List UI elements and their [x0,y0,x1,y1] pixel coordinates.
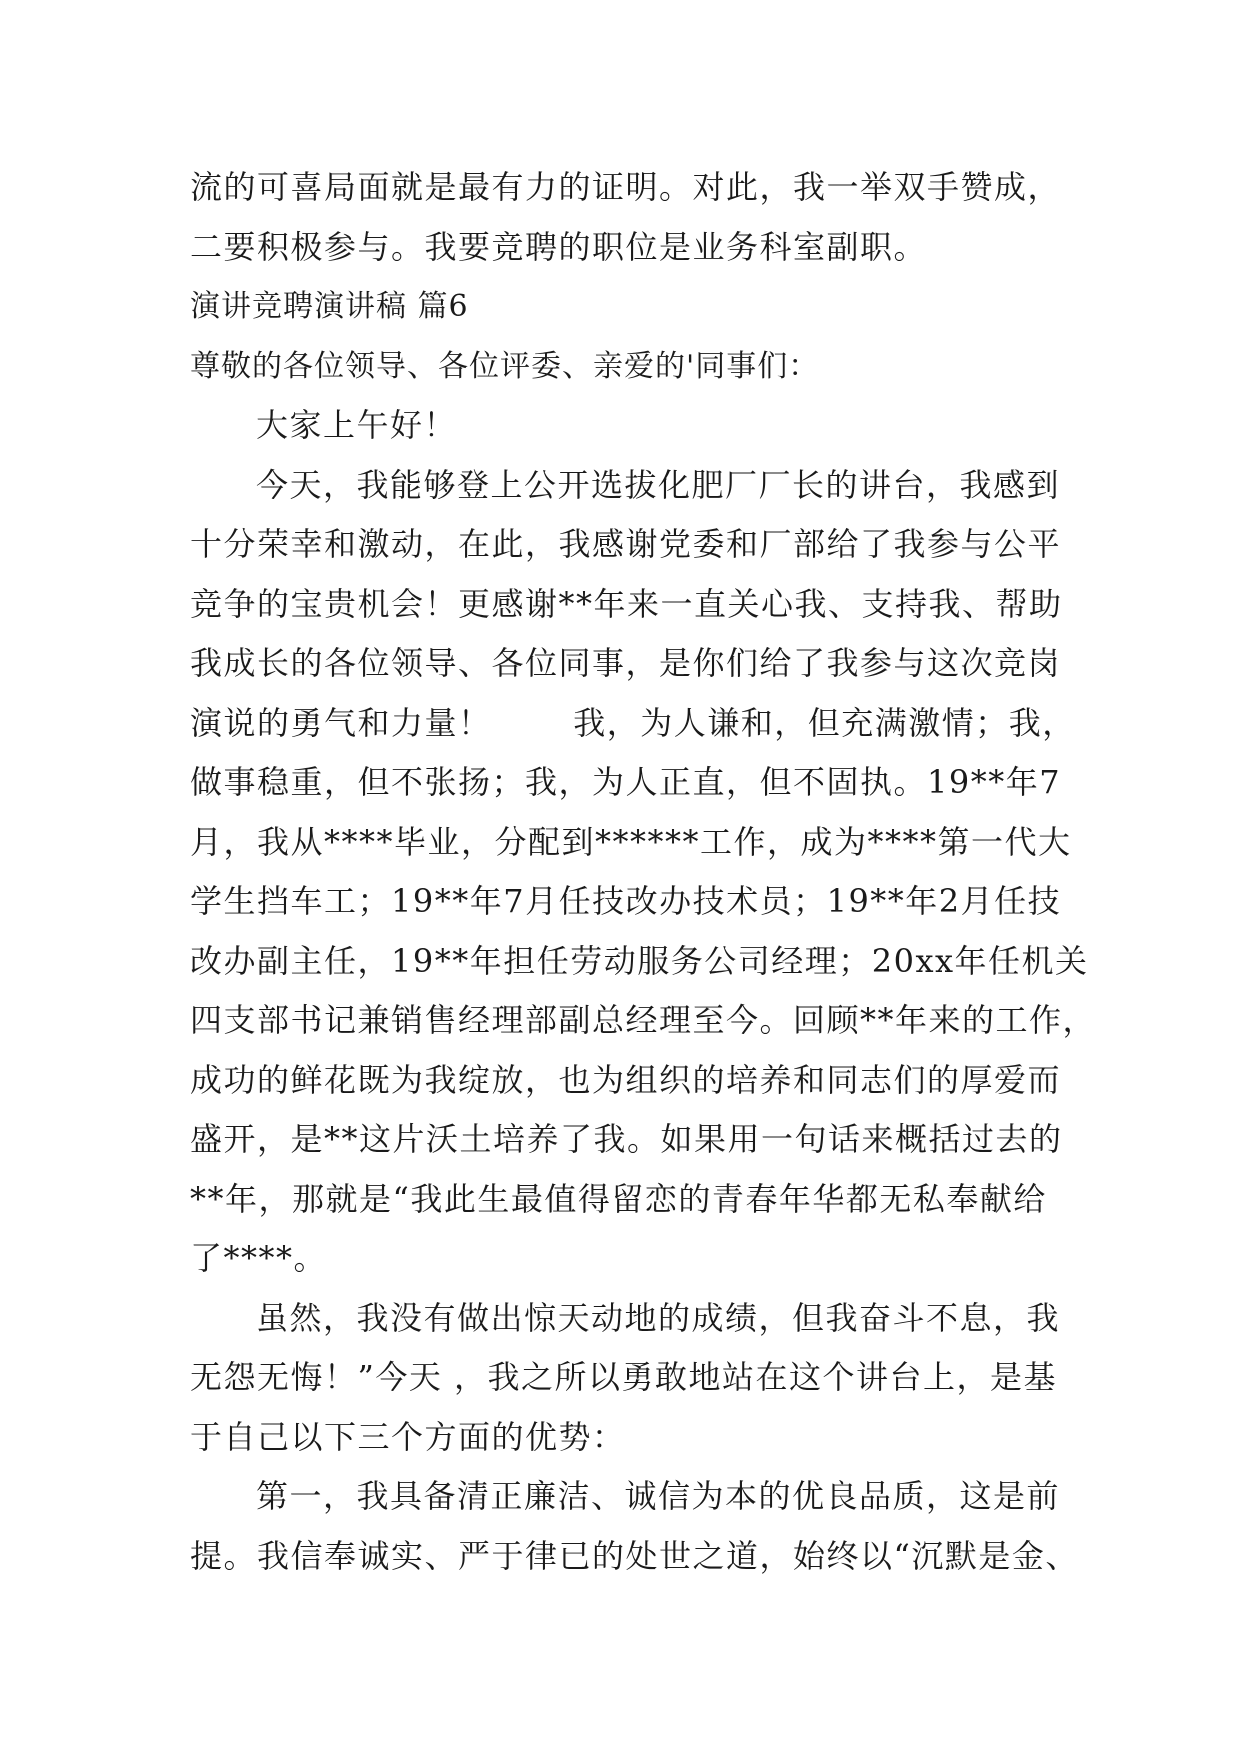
text-line: 十分荣幸和激动，在此，我感谢党委和厂部给了我参与公平 [190,525,1062,563]
text-line: 于自己以下三个方面的优势： [190,1417,626,1456]
text-line: **年，那就是“我此生最值得留恋的青春年华都无私奉献给 [190,1179,1047,1218]
text-line: 竞争的宝贵机会！更感谢**年来一直关心我、支持我、帮助 [190,584,1063,623]
text-line: 改办副主任，19**年担任劳动服务公司经理；20xx年任机关 [190,941,1089,980]
greeting: 大家上午好！ [256,406,458,444]
section-heading: 演讲竞聘演讲稿 篇6 [190,289,469,324]
text-line: 了****。 [190,1239,328,1277]
text-line: 第一，我具备清正廉洁、诚信为本的优良品质，这是前 [256,1477,1061,1515]
text-line: 成功的鲜花既为我绽放，也为组织的培养和同志们的厚爱而 [190,1060,1062,1099]
text-line: 无怨无悔！”今天 ，我之所以勇敢地站在这个讲台上，是基 [190,1358,1058,1396]
text-line: 学生挡车工；19**年7月任技改办技术员；19**年2月任技 [190,882,1062,920]
text-line: 虽然，我没有做出惊天动地的成绩，但我奋斗不息，我 [256,1298,1061,1337]
salutation: 尊敬的各位领导、各位评委、亲爱的'同事们： [190,348,820,384]
text-line: 演说的勇气和力量！ 我，为人谦和，但充满激情；我， [190,703,1076,742]
text-line: 月，我从****毕业，分配到******工作，成为****第一代大 [190,822,1072,861]
text-line: 我成长的各位领导、各位同事，是你们给了我参与这次竞岗 [190,644,1062,682]
text-line: 四支部书记兼销售经理部副总经理至今。回顾**年来的工作， [190,1001,1097,1039]
text-line: 做事稳重，但不张扬；我，为人正直，但不固执。19**年7 [190,763,1062,801]
text-line: 盛开，是**这片沃土培养了我。如果用一句话来概括过去的 [190,1120,1063,1158]
text-line: 今天，我能够登上公开选拔化肥厂厂长的讲台，我感到 [256,465,1061,504]
text-line: 流的可喜局面就是最有力的证明。对此，我一举双手赞成， [190,168,1062,206]
text-line: 二要积极参与。我要竞聘的职位是业务科室副职。 [190,227,928,266]
document-body [190,158,1097,1586]
text-line: 提。我信奉诚实、严于律已的处世之道，始终以“沉默是金、 [190,1536,1079,1575]
